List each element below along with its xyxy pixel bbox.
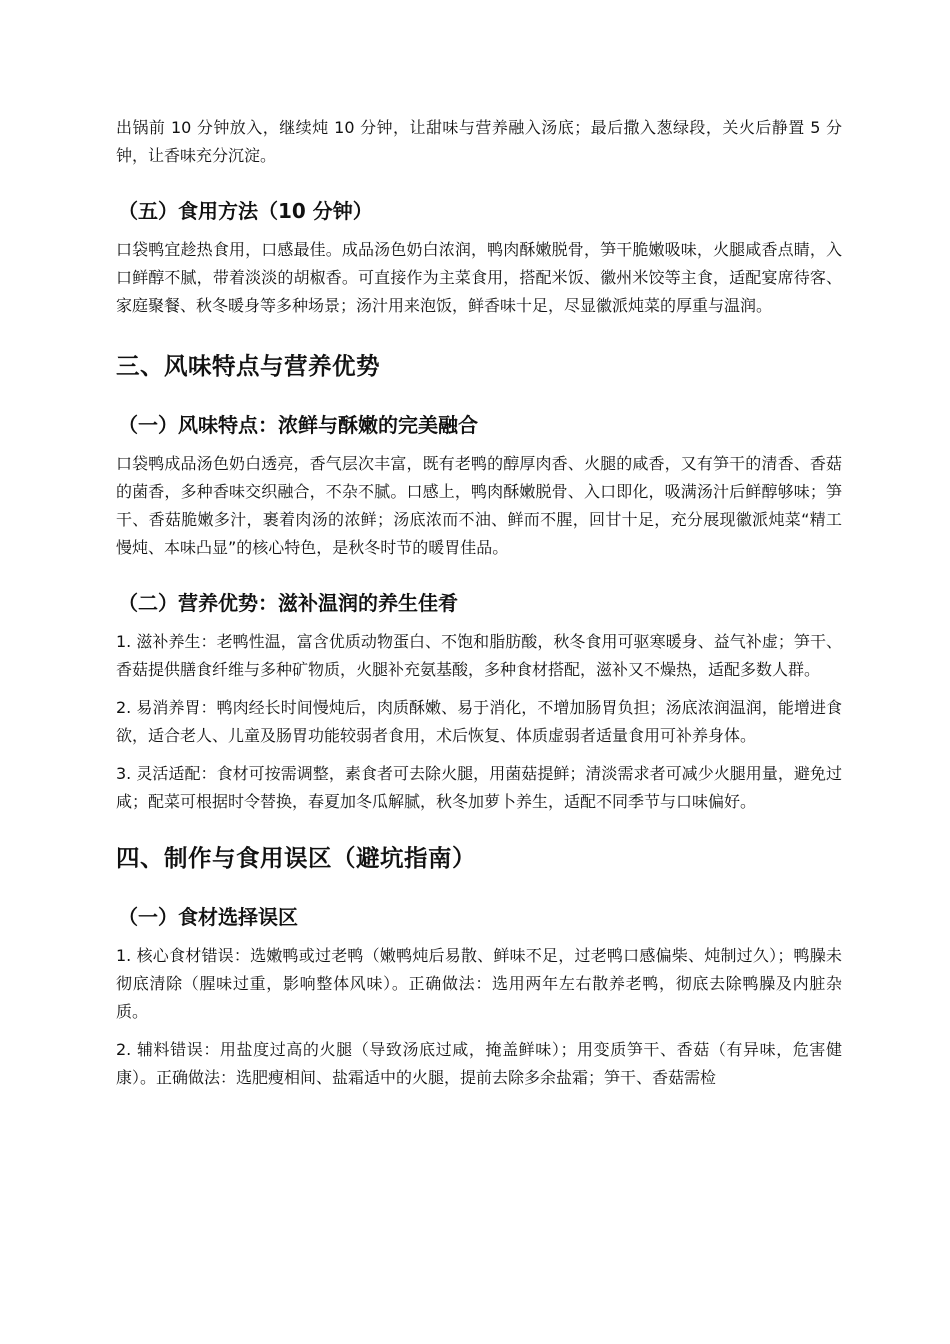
document-page (116, 100, 842, 1102)
list-item: 1. 滋补养生：老鸭性温，富含优质动物蛋白、不饱和脂肪酸，秋冬食用可驱寒暖身、益气补虚；笋干、香菇提供膳食纤维与多种矿物质，火腿补充氨基酸，多种食材搭配，滋补又不燥热，适配多数人群。 (116, 632, 842, 679)
section-eat-heading: （五）食用方法（10 分钟） (118, 199, 373, 223)
flavor-heading: （一）风味特点：浓鲜与酥嫩的完美融合 (118, 413, 478, 437)
intro-paragraph: 出锅前 10 分钟放入，继续炖 10 分钟，让甜味与营养融入汤底；最后撒入葱绿段，关火后静置 5 分钟，让香味充分沉淀。 (116, 118, 842, 165)
section4-heading: 四、制作与食用误区（避坑指南） (116, 844, 476, 872)
list-item: 3. 灵活适配：食材可按需调整，素食者可去除火腿，用菌菇提鲜；清淡需求者可减少火腿用量，避免过咸；配菜可根据时令替换，春夏加冬瓜解腻，秋冬加萝卜养生，适配不同季节与口味偏好。 (116, 764, 842, 811)
ingredients-heading: （一）食材选择误区 (118, 905, 298, 929)
section3-heading: 三、风味特点与营养优势 (116, 352, 380, 380)
list-item: 1. 核心食材错误：选嫩鸭或过老鸭（嫩鸭炖后易散、鲜味不足，过老鸭口感偏柴、炖制过久）；鸭臊未彻底清除（腥味过重，影响整体风味）。正确做法：选用两年左右散养老鸭，彻底去除鸭臊及内脏杂质。 (116, 946, 842, 1021)
list-item: 2. 易消养胃：鸭肉经长时间慢炖后，肉质酥嫩、易于消化，不增加肠胃负担；汤底浓润温润，能增进食欲，适合老人、儿童及肠胃功能较弱者食用，术后恢复、体质虚弱者适量食用可补养身体。 (116, 698, 842, 745)
list-item: 2. 辅料错误：用盐度过高的火腿（导致汤底过咸，掩盖鲜味）；用变质笋干、香菇（有异味，危害健康）。正确做法：选肥瘦相间、盐霜适中的火腿，提前去除多余盐霜；笋干、香菇需检 (116, 1040, 842, 1087)
section-eat-body: 口袋鸭宜趁热食用，口感最佳。成品汤色奶白浓润，鸭肉酥嫩脱骨，笋干脆嫩吸味，火腿咸香点睛，入口鲜醇不腻，带着淡淡的胡椒香。可直接作为主菜食用，搭配米饭、徽州米饺等主食，适配宴席待客、家庭聚餐、秋冬暖身等多种场景；汤汁用来泡饭，鲜香味十足，尽显徽派炖菜的厚重与温润。 (116, 240, 842, 315)
nutrition-heading: （二）营养优势：滋补温润的养生佳肴 (118, 591, 458, 615)
flavor-body: 口袋鸭成品汤色奶白透亮，香气层次丰富，既有老鸭的醇厚肉香、火腿的咸香，又有笋干的清香、香菇的菌香，多种香味交织融合，不杂不腻。口感上，鸭肉酥嫩脱骨、入口即化，吸满汤汁后鲜醇够味；笋干、香菇脆嫩多汁，裹着肉汤的浓鲜；汤底浓而不油、鲜而不腥，回甘十足，充分展现徽派炖菜“精工慢炖、本味凸显”的核心特色，是秋冬时节的暖胃佳品。 (116, 454, 842, 557)
